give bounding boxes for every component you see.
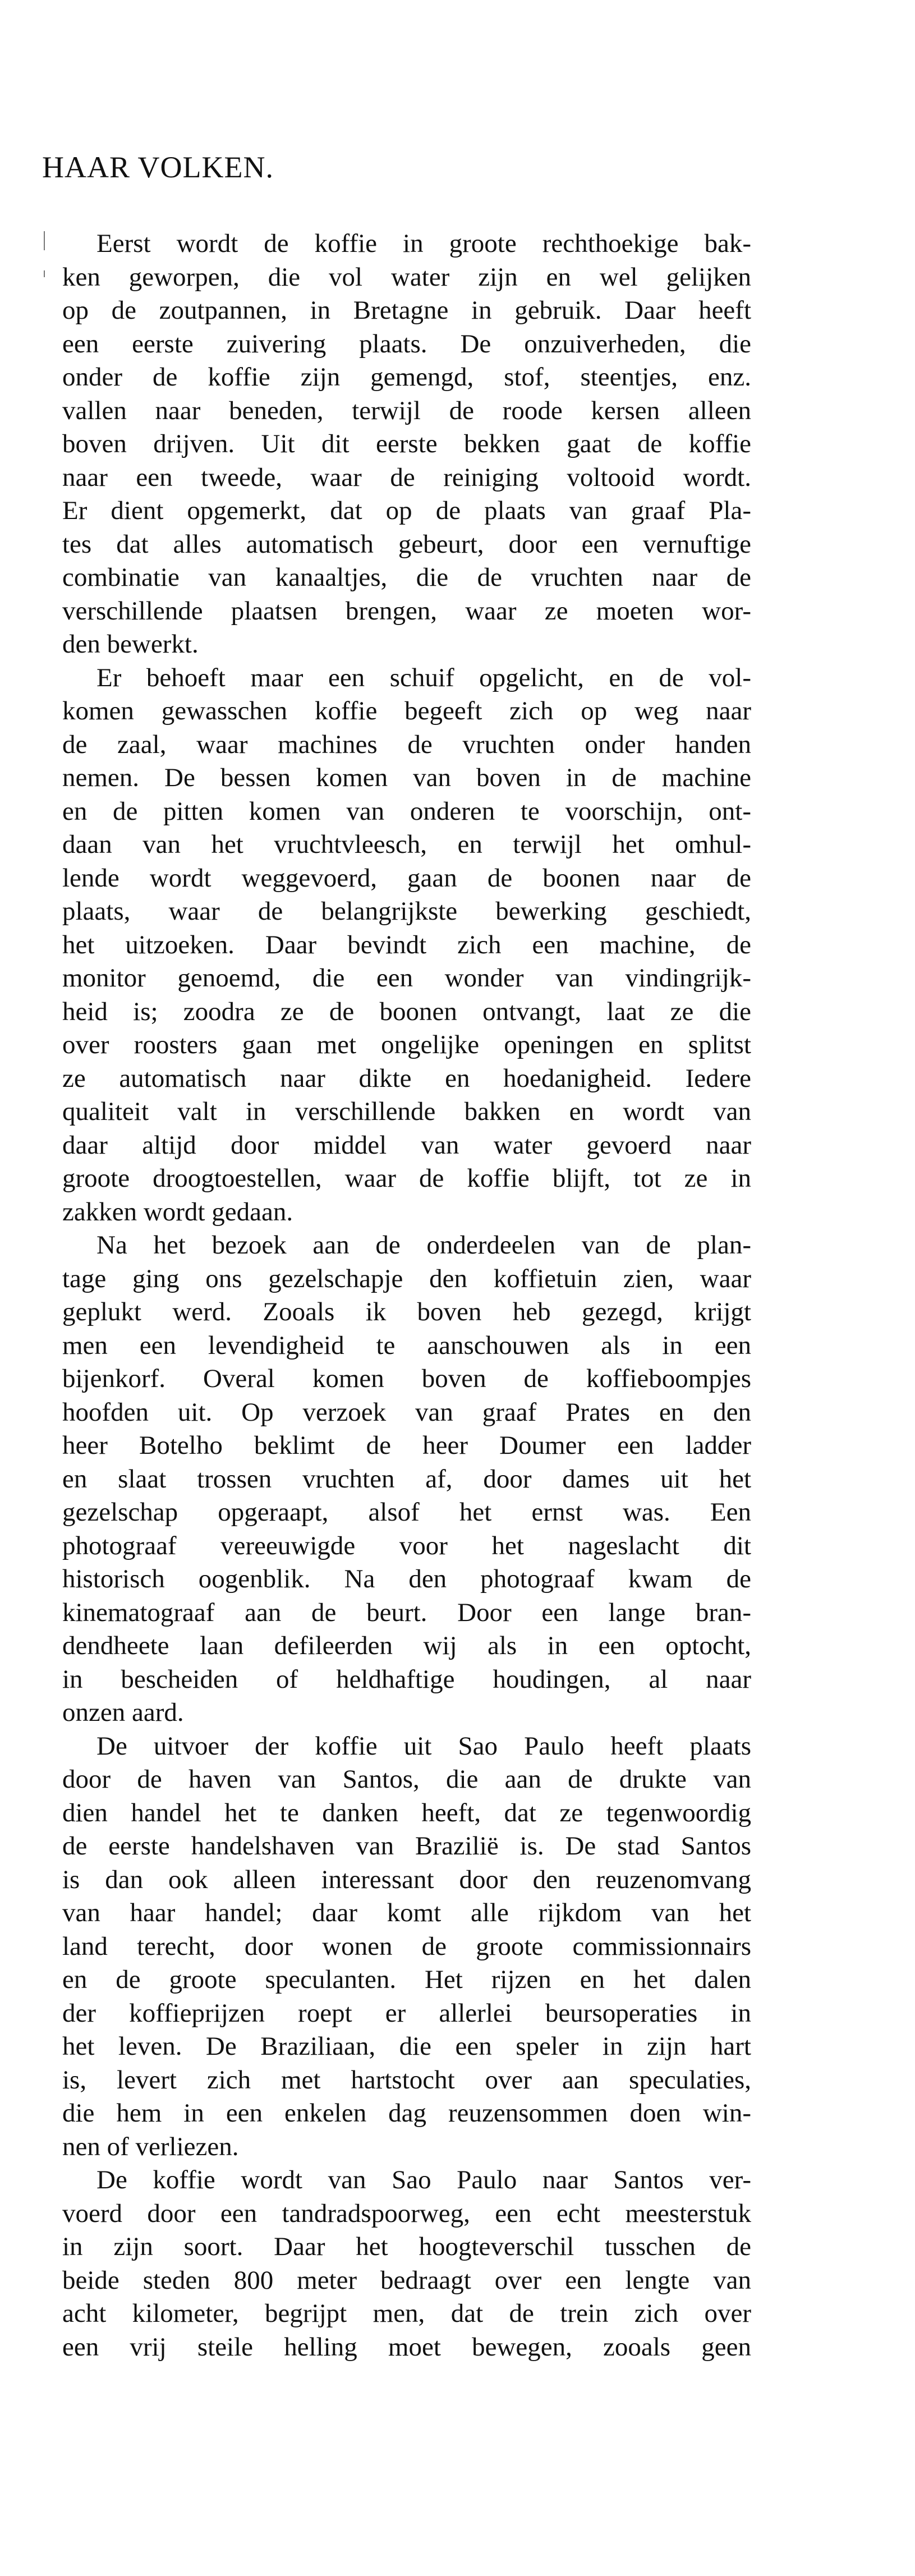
text-line: lende wordt weggevoerd, gaan de boonen naar de — [62, 863, 751, 893]
text-line: Er behoeft maar een schuif opgelicht, en de vol- — [96, 663, 751, 692]
text-line: is, levert zich met hartstocht over aan speculaties, — [62, 2065, 751, 2095]
text-line: land terecht, door wonen de groote commissionnairs — [62, 1931, 751, 1961]
text-line: de zaal, waar machines de vruchten onder handen — [62, 729, 751, 759]
text-line: De uitvoer der koffie uit Sao Paulo heeft plaats — [96, 1731, 751, 1761]
text-line: boven drijven. Uit dit eerste bekken gaat de koffie — [62, 429, 751, 458]
text-line: Er dient opgemerkt, dat op de plaats van graaf Pla- — [62, 496, 751, 525]
text-line: en de groote speculanten. Het rijzen en het dalen — [62, 1965, 751, 1994]
text-line: tes dat alles automatisch gebeurt, door een vernuftige — [62, 529, 751, 559]
text-line: acht kilometer, begrijpt men, dat de trein zich over — [62, 2299, 751, 2328]
text-line: tage ging ons gezelschapje den koffietuin zien, waar — [62, 1264, 751, 1293]
paragraph — [62, 227, 751, 662]
text-line: in zijn soort. Daar het hoogteverschil tusschen de — [62, 2232, 751, 2261]
text-line: kinematograaf aan de beurt. Door een lange bran- — [62, 1597, 751, 1627]
text-line: het leven. De Braziliaan, die een speler in zijn hart — [62, 2032, 751, 2061]
text-line: combinatie van kanaaltjes, die de vruchten naar de — [62, 563, 751, 592]
text-line: de eerste handelshaven van Brazilië is. De stad Santos — [62, 1831, 751, 1861]
text-line: door de haven van Santos, die aan de drukte van — [62, 1765, 751, 1794]
margin-mark — [44, 270, 45, 277]
text-line: op de zoutpannen, in Bretagne in gebruik. Daar heeft — [62, 296, 751, 325]
text-line: beide steden 800 meter bedraagt over een lengte van — [62, 2265, 751, 2295]
text-line: ze automatisch naar dikte en hoedanigheid. Iedere — [62, 1063, 751, 1093]
paragraph — [62, 1229, 751, 1730]
text-line: Na het bezoek aan de onderdeelen van de plan- — [96, 1230, 751, 1260]
text-line: is dan ook alleen interessant door den reuzenomvang — [62, 1865, 751, 1894]
text-line: plaats, waar de belangrijkste bewerking geschiedt, — [62, 897, 751, 926]
text-line: men een levendigheid te aanschouwen als in een — [62, 1330, 751, 1360]
text-line: het uitzoeken. Daar bevindt zich een machine, de — [62, 930, 751, 959]
text-line: gezelschap opgeraapt, alsof het ernst was. Een — [62, 1498, 751, 1527]
paragraph — [62, 1730, 751, 2164]
text-line: Eerst wordt de koffie in groote rechthoekige bak- — [96, 229, 751, 258]
text-line: een eerste zuivering plaats. De onzuiverheden, die — [62, 329, 751, 359]
text-line: die hem in een enkelen dag reuzensommen doen win- — [62, 2099, 751, 2128]
text-line: daan van het vruchtvleesch, en terwijl het omhul- — [62, 830, 751, 859]
text-line: den bewerkt. — [62, 630, 199, 659]
page-heading: HAAR VOLKEN. — [42, 150, 274, 184]
text-line: dendheete laan defileerden wij als in een optocht, — [62, 1631, 751, 1660]
text-line: qualiteit valt in verschillende bakken en wordt van — [62, 1097, 751, 1126]
text-line: geplukt werd. Zooals ik boven heb gezegd, krijgt — [62, 1297, 751, 1326]
text-line: over roosters gaan met ongelijke openingen en splitst — [62, 1030, 751, 1059]
text-line: hoofden uit. Op verzoek van graaf Prates en den — [62, 1397, 751, 1427]
text-line: photograaf vereeuwigde voor het nageslacht dit — [62, 1531, 751, 1560]
text-line: en de pitten komen van onderen te voorschijn, ont- — [62, 796, 751, 826]
text-line: heer Botelho beklimt de heer Doumer een ladder — [62, 1431, 751, 1460]
text-line: in bescheiden of heldhaftige houdingen, al naar — [62, 1664, 751, 1694]
text-line: verschillende plaatsen brengen, waar ze moeten wor- — [62, 596, 751, 626]
body-text — [62, 227, 751, 2364]
text-line: komen gewasschen koffie begeeft zich op weg naar — [62, 696, 751, 725]
text-line: en slaat trossen vruchten af, door dames uit het — [62, 1464, 751, 1494]
text-line: onzen aard. — [62, 1698, 184, 1727]
text-line: ken geworpen, die vol water zijn en wel gelijken — [62, 262, 751, 292]
text-line: nen of verliezen. — [62, 2132, 239, 2161]
text-line: De koffie wordt van Sao Paulo naar Santos ver- — [96, 2165, 751, 2194]
text-line: daar altijd door middel van water gevoerd naar — [62, 1130, 751, 1160]
text-line: bijenkorf. Overal komen boven de koffieboompjes — [62, 1364, 751, 1393]
text-line: vallen naar beneden, terwijl de roode kersen alleen — [62, 396, 751, 425]
text-line: historisch oogenblik. Na den photograaf kwam de — [62, 1564, 751, 1594]
text-line: monitor genoemd, die een wonder van vindingrijk- — [62, 963, 751, 993]
paragraph — [62, 662, 751, 1229]
text-line: der koffieprijzen roept er allerlei beursoperaties in — [62, 1998, 751, 2028]
text-line: naar een tweede, waar de reiniging voltooid wordt. — [62, 462, 751, 492]
text-line: zakken wordt gedaan. — [62, 1197, 293, 1227]
paragraph — [62, 2164, 751, 2364]
margin-mark — [44, 231, 45, 250]
text-line: voerd door een tandradspoorweg, een echt meesterstuk — [62, 2198, 751, 2228]
text-line: nemen. De bessen komen van boven in de machine — [62, 763, 751, 792]
text-line: dien handel het te danken heeft, dat ze tegenwoordig — [62, 1798, 751, 1827]
text-line: een vrij steile helling moet bewegen, zooals geen — [62, 2332, 751, 2362]
text-line: groote droogtoestellen, waar de koffie blijft, tot ze in — [62, 1164, 751, 1193]
text-line: onder de koffie zijn gemengd, stof, steentjes, enz. — [62, 362, 751, 392]
text-line: heid is; zoodra ze de boonen ontvangt, laat ze die — [62, 997, 751, 1026]
text-line: van haar handel; daar komt alle rijkdom van het — [62, 1898, 751, 1927]
